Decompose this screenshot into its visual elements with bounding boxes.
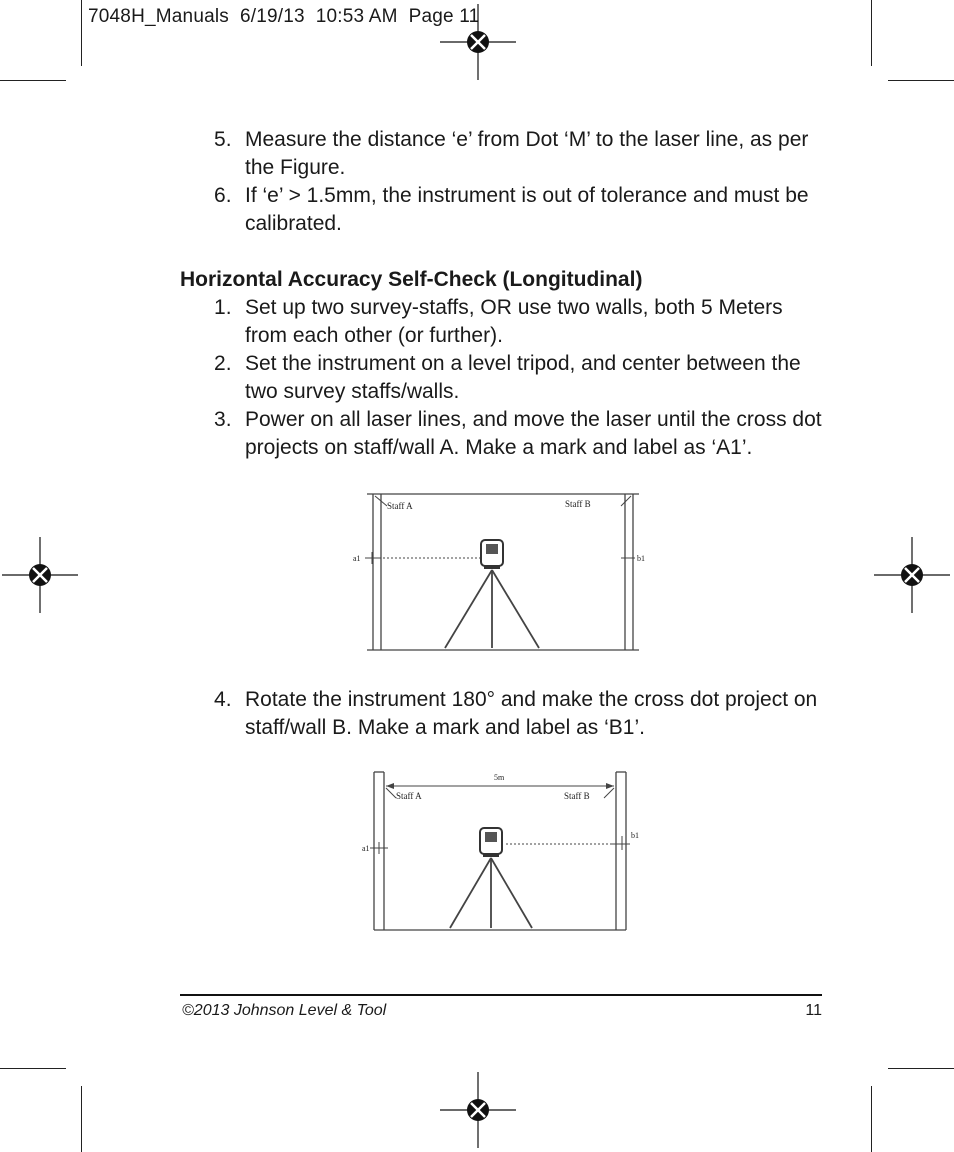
- list-item-step: [180, 686, 828, 742]
- crop-mark-tl-h: [0, 80, 66, 81]
- mark-a1-label: a1: [353, 554, 361, 563]
- footer-copyright: ©2013 Johnson Level & Tool: [182, 1002, 387, 1019]
- staff-b-label: Staff B: [565, 499, 591, 509]
- figure-staffs-setup-1: [345, 488, 645, 658]
- page-content-step4: [180, 686, 828, 742]
- registration-mark-bottom-icon: [436, 1068, 520, 1152]
- step-number: 5 .: [214, 126, 232, 154]
- figure-staffs-setup-2: [360, 766, 640, 938]
- list-item-step: [180, 406, 828, 462]
- step-text: Set up two survey-staffs, OR use two walls, both 5 Meters from each other (or further).: [245, 296, 783, 347]
- step-text: Measure the distance ‘e’ from Dot ‘M’ to the laser line, as per the Figure.: [245, 128, 809, 179]
- page-content: [180, 126, 828, 462]
- list-item-step: [180, 294, 828, 350]
- crop-mark-tr-h: [888, 80, 954, 81]
- list-item-step: [180, 126, 828, 182]
- step-number: 2 .: [214, 350, 232, 378]
- laser-instrument-icon: [481, 540, 503, 569]
- slug-page: Page 11: [408, 6, 480, 27]
- step-number: 4 .: [214, 686, 232, 714]
- slug-file: 7048H_Manuals: [88, 6, 229, 27]
- step-text: If ‘e’ > 1.5mm, the instrument is out of tolerance and must be calibrated.: [245, 184, 809, 235]
- staff-a-label: Staff A: [387, 501, 413, 511]
- slug-date: 6/19/13: [239, 6, 305, 27]
- registration-mark-top-icon: [436, 0, 520, 84]
- step-number: 1 .: [214, 294, 232, 322]
- footer-page-number: 11: [805, 1002, 822, 1019]
- mark-b1-label: b1: [631, 831, 639, 840]
- tripod-icon: [450, 858, 532, 928]
- crop-mark-bl-v: [81, 1086, 82, 1152]
- crop-mark-bl-h: [0, 1068, 66, 1069]
- print-slug: [88, 6, 479, 28]
- step-text: Rotate the instrument 180° and make the cross dot project on staff/wall B. Make a mark and label as ‘B1’.: [245, 688, 818, 739]
- step-text: Set the instrument on a level tripod, and center between the two survey staffs/walls.: [245, 352, 801, 403]
- step-number: 6 .: [214, 182, 232, 210]
- step-text: Power on all laser lines, and move the laser until the cross dot projects on staff/wall A. Make a mark and label as ‘A1’.: [245, 408, 822, 459]
- step-number: 3 .: [214, 406, 232, 434]
- staff-b-label: Staff B: [564, 791, 590, 801]
- crop-mark-br-h: [888, 1068, 954, 1069]
- laser-instrument-icon: [480, 828, 502, 857]
- slug-time: 10:53 AM: [315, 6, 398, 27]
- tripod-icon: [445, 570, 539, 648]
- list-item-step: [180, 350, 828, 406]
- footer-rule: [180, 994, 822, 996]
- staff-a-label: Staff A: [396, 791, 422, 801]
- crop-mark-br-v: [871, 1086, 872, 1152]
- registration-mark-left-icon: [0, 533, 82, 617]
- mark-b1-label: b1: [637, 554, 645, 563]
- section-heading: Horizontal Accuracy Self-Check (Longitudinal): [180, 268, 643, 291]
- distance-label: 5m: [494, 773, 505, 782]
- list-item-step: [180, 182, 828, 238]
- mark-a1-label: a1: [362, 844, 370, 853]
- registration-mark-right-icon: [870, 533, 954, 617]
- crop-mark-tr-v: [871, 0, 872, 66]
- crop-mark-tl-v: [81, 0, 82, 66]
